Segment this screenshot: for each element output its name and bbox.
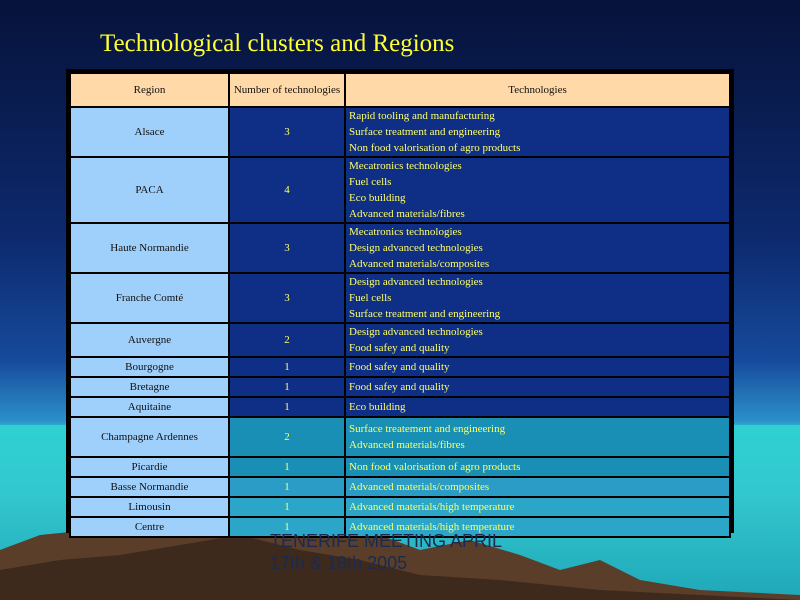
technology-count-cell: 1 bbox=[229, 517, 345, 537]
technology-item: Advanced materials/fibres bbox=[349, 439, 465, 451]
technology-count-cell: 1 bbox=[229, 397, 345, 417]
footer-line-1: TENERIFE MEETING APRIL bbox=[270, 531, 503, 551]
technologies-cell bbox=[345, 323, 730, 357]
region-cell: Limousin bbox=[70, 497, 229, 517]
region-cell: Aquitaine bbox=[70, 397, 229, 417]
technology-item: Eco building bbox=[349, 401, 406, 413]
technology-count-cell: 3 bbox=[229, 223, 345, 273]
technology-count-cell: 2 bbox=[229, 323, 345, 357]
slide-footer bbox=[270, 530, 502, 574]
technologies-cell bbox=[345, 273, 730, 323]
technology-item: Surface treatement and engineering bbox=[349, 423, 506, 435]
technology-item: Advanced materials/composites bbox=[349, 481, 490, 493]
table-header-row bbox=[70, 73, 730, 107]
region-cell: Bretagne bbox=[70, 377, 229, 397]
slide-title: Technological clusters and Regions bbox=[100, 30, 455, 57]
table-row bbox=[70, 323, 730, 357]
technology-item: Surface treatment and engineering bbox=[349, 126, 501, 138]
table-row bbox=[70, 107, 730, 157]
table-row bbox=[70, 223, 730, 273]
technologies-cell bbox=[345, 223, 730, 273]
technology-count-cell: 1 bbox=[229, 477, 345, 497]
technology-item: Food safey and quality bbox=[349, 342, 450, 354]
technology-item: Food safey and quality bbox=[349, 361, 450, 373]
technologies-cell bbox=[345, 107, 730, 157]
technology-item: Food safey and quality bbox=[349, 381, 450, 393]
clusters-table bbox=[69, 72, 731, 538]
technology-count-cell: 4 bbox=[229, 157, 345, 223]
technologies-cell bbox=[345, 397, 730, 417]
table-row bbox=[70, 157, 730, 223]
technology-count-cell: 1 bbox=[229, 377, 345, 397]
table-row bbox=[70, 357, 730, 377]
technology-item: Mecatronics technologies bbox=[349, 160, 462, 172]
technology-item: Surface treatment and engineering bbox=[349, 308, 501, 320]
technology-item: Advanced materials/fibres bbox=[349, 208, 465, 220]
technology-item: Rapid tooling and manufacturing bbox=[349, 110, 495, 122]
technologies-cell bbox=[345, 457, 730, 477]
technology-item: Design advanced technologies bbox=[349, 242, 483, 254]
region-cell: Champagne Ardennes bbox=[70, 417, 229, 457]
technology-item: Fuel cells bbox=[349, 176, 392, 188]
column-header-technologies: Technologies bbox=[345, 73, 730, 107]
region-cell: Franche Comté bbox=[70, 273, 229, 323]
region-cell: Haute Normandie bbox=[70, 223, 229, 273]
table-row bbox=[70, 497, 730, 517]
table-row bbox=[70, 397, 730, 417]
technologies-cell bbox=[345, 497, 730, 517]
table-body bbox=[70, 107, 730, 537]
technology-item: Non food valorisation of agro products bbox=[349, 142, 521, 154]
clusters-table-frame bbox=[66, 69, 734, 533]
technology-count-cell: 1 bbox=[229, 457, 345, 477]
table-row bbox=[70, 377, 730, 397]
table-row bbox=[70, 417, 730, 457]
technology-count-cell: 1 bbox=[229, 357, 345, 377]
technology-item: Advanced materials/composites bbox=[349, 258, 490, 270]
column-header-count: Number of technologies bbox=[229, 73, 345, 107]
region-cell: Auvergne bbox=[70, 323, 229, 357]
technology-item: Non food valorisation of agro products bbox=[349, 461, 521, 473]
technology-item: Fuel cells bbox=[349, 292, 392, 304]
region-cell: Centre bbox=[70, 517, 229, 537]
column-header-region: Region bbox=[70, 73, 229, 107]
table-row bbox=[70, 273, 730, 323]
technology-count-cell: 3 bbox=[229, 273, 345, 323]
technology-item: Mecatronics technologies bbox=[349, 226, 462, 238]
region-cell: Alsace bbox=[70, 107, 229, 157]
technologies-cell bbox=[345, 377, 730, 397]
technologies-cell bbox=[345, 477, 730, 497]
table-row bbox=[70, 457, 730, 477]
table-row bbox=[70, 477, 730, 497]
technology-item: Eco building bbox=[349, 192, 406, 204]
technology-item: Design advanced technologies bbox=[349, 276, 483, 288]
technologies-cell bbox=[345, 417, 730, 457]
region-cell: Basse Normandie bbox=[70, 477, 229, 497]
technology-count-cell: 3 bbox=[229, 107, 345, 157]
technology-count-cell: 2 bbox=[229, 417, 345, 457]
region-cell: Bourgogne bbox=[70, 357, 229, 377]
technologies-cell bbox=[345, 357, 730, 377]
region-cell: Picardie bbox=[70, 457, 229, 477]
footer-line-2: 17th & 18th 2005 bbox=[270, 553, 408, 573]
technology-item: Advanced materials/high temperature bbox=[349, 501, 515, 513]
region-cell: PACA bbox=[70, 157, 229, 223]
technology-item: Advanced materials/high temperature bbox=[349, 521, 515, 533]
technology-item: Design advanced technologies bbox=[349, 326, 483, 338]
technology-count-cell: 1 bbox=[229, 497, 345, 517]
technologies-cell bbox=[345, 157, 730, 223]
